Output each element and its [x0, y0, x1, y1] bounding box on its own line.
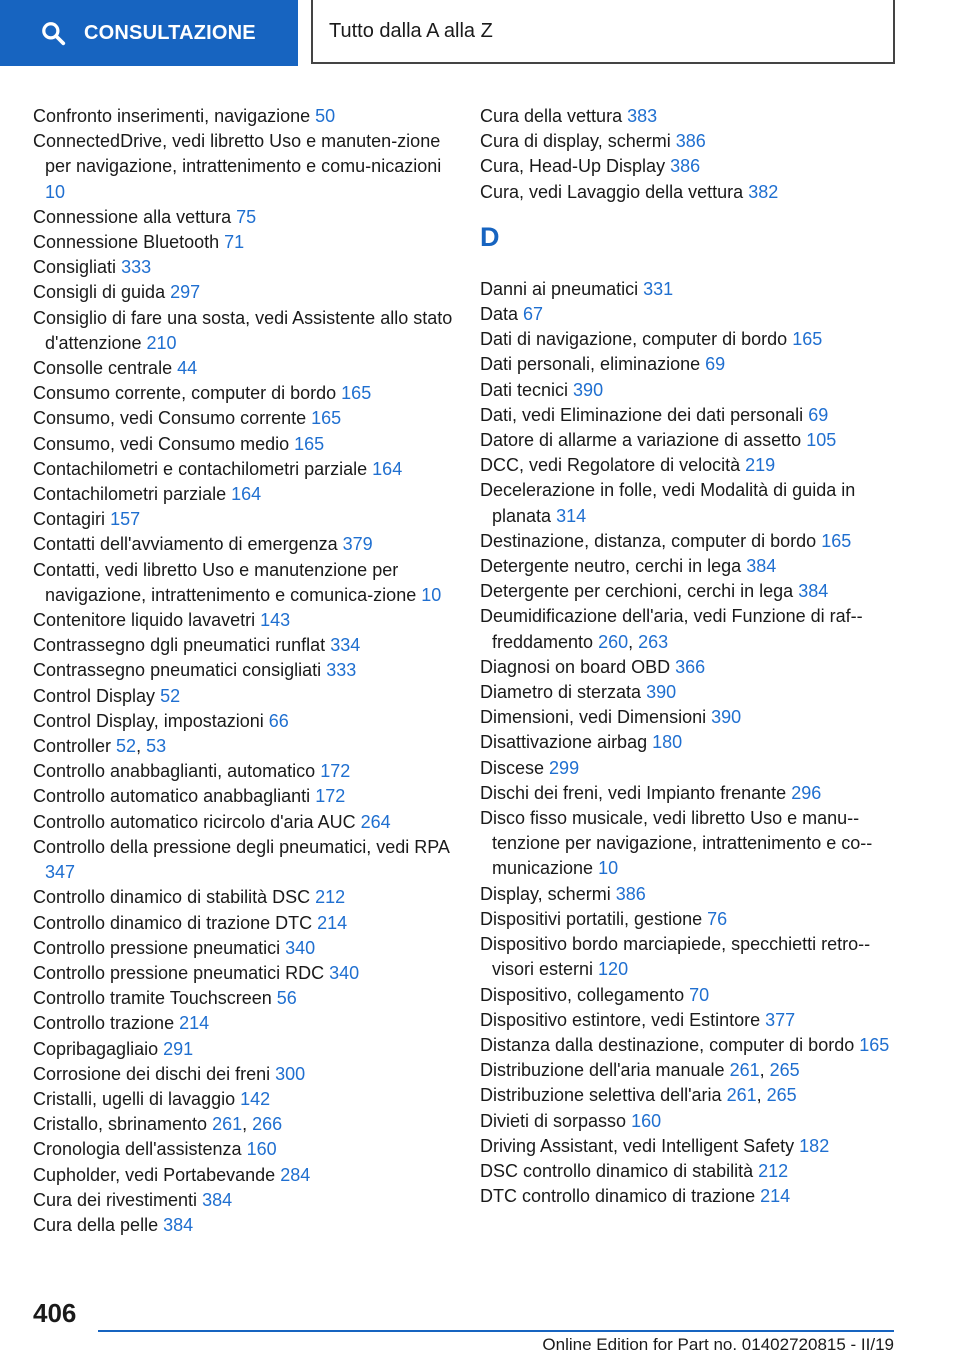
index-entry-text: Cura della pelle: [33, 1214, 159, 1235]
index-entry-text: Controllo trazione: [33, 1013, 175, 1034]
index-entry-text: Decelerazione in folle, vedi Modalità di guida in planata: [480, 480, 856, 526]
index-entry-text: Cupholder, vedi Portabevande: [33, 1164, 276, 1185]
index-entry-text: Controllo anabbaglianti, automatico: [33, 761, 316, 782]
index-entry-text: Cronologia dell'assistenza: [33, 1139, 242, 1160]
index-entry: [480, 579, 900, 604]
page-link[interactable]: 214: [317, 912, 348, 933]
index-entry-text: Dati tecnici: [480, 379, 569, 400]
index-entry: [33, 205, 453, 230]
page-link[interactable]: 76: [707, 908, 728, 929]
index-entry-text: Consigli di guida: [33, 282, 166, 303]
index-entry: [33, 1137, 453, 1162]
index-entry: Distribuzione dell'aria manuale 261, 265: [480, 1060, 800, 1081]
index-entry-text: Distribuzione selettiva dell'aria: [480, 1085, 722, 1106]
index-entry-text: Data: [480, 304, 519, 325]
index-entry: [33, 482, 453, 507]
page-link[interactable]: 75: [236, 206, 257, 227]
index-entry-text: Controllo dinamico di stabilità DSC: [33, 887, 311, 908]
index-entry-text: Consumo, vedi Consumo corrente: [33, 408, 307, 429]
index-entry-text: Datore di allarme a variazione di assetto: [480, 430, 802, 451]
index-entry-text: Copribagagliaio: [33, 1038, 159, 1059]
index-entry-text: Control Display, impostazioni: [33, 710, 264, 731]
index-entry: [480, 781, 900, 806]
index-entry-text: DCC, vedi Regolatore di velocità: [480, 455, 741, 476]
page-link[interactable]: 165: [792, 329, 823, 350]
index-entry: [33, 356, 453, 381]
index-entry-text: Driving Assistant, vedi Intelligent Safety: [480, 1135, 795, 1156]
consultazione-tab[interactable]: [0, 0, 298, 66]
index-entry-text: Cura, Head-Up Display: [480, 156, 666, 177]
page-link[interactable]: 291: [163, 1038, 194, 1059]
index-entry: [33, 835, 453, 885]
index-entry: [33, 432, 453, 457]
page-link[interactable]: 263: [638, 631, 669, 652]
index-entry-text: Dati di navigazione, computer di bordo: [480, 329, 788, 350]
index-entry-text: Controllo pressione pneumatici RDC: [33, 962, 325, 983]
index-entry-text: Disco fisso musicale, vedi libretto Uso e manu-tenzione per navigazione, intrattenimento e co-municazione: [480, 808, 873, 879]
page-link[interactable]: 10: [45, 181, 66, 202]
page-link[interactable]: 214: [760, 1186, 791, 1207]
index-entry: [480, 403, 900, 428]
index-entry-text: Dispositivo estintore, vedi Estintore: [480, 1009, 761, 1030]
page-link[interactable]: 386: [670, 156, 701, 177]
index-entry-text: Controllo automatico anabbaglianti: [33, 786, 311, 807]
page-link[interactable]: 333: [326, 660, 357, 681]
page-link[interactable]: 384: [798, 581, 829, 602]
page-number: 406: [33, 1298, 77, 1328]
index-entry: [33, 658, 453, 683]
index-entry-text: Cura dei rivestimenti: [33, 1189, 198, 1210]
index-entry-text: Discese: [480, 757, 545, 778]
index-entry: [33, 936, 453, 961]
page-link[interactable]: 314: [556, 505, 587, 526]
index-entry: [480, 129, 900, 154]
index-entry-text: Diagnosi on board OBD: [480, 656, 671, 677]
page-link[interactable]: 172: [315, 786, 346, 807]
page-link[interactable]: 165: [859, 1034, 890, 1055]
page-link[interactable]: 165: [311, 408, 342, 429]
index-entry-text: DTC controllo dinamico di trazione: [480, 1186, 756, 1207]
page-link[interactable]: 390: [573, 379, 604, 400]
index-entry: Cristallo, sbrinamento 261, 266: [33, 1114, 283, 1135]
index-entry-text: Controller: [33, 736, 112, 757]
page-link[interactable]: 71: [224, 232, 245, 253]
index-entry-text: Divieti di sorpasso: [480, 1110, 627, 1131]
index-entry: [33, 129, 453, 205]
index-entry-text: Disattivazione airbag: [480, 732, 648, 753]
page-link[interactable]: 266: [252, 1114, 283, 1135]
page-link[interactable]: 50: [315, 106, 336, 126]
page-link[interactable]: 182: [799, 1135, 830, 1156]
header: [0, 0, 960, 66]
page-link[interactable]: 160: [246, 1139, 277, 1160]
index-column-left: [33, 104, 453, 1238]
index-entry-text: Danni ai pneumatici: [480, 278, 639, 299]
page-link[interactable]: 165: [294, 433, 325, 454]
page-link[interactable]: 331: [643, 278, 674, 299]
index-entry: [480, 352, 900, 377]
index-entry: [33, 406, 453, 431]
page-link[interactable]: 10: [421, 584, 442, 605]
index-entry-text: Distanza dalla destinazione, computer di bordo: [480, 1034, 855, 1055]
index-entry: [33, 911, 453, 936]
index-entry: [33, 759, 453, 784]
index-entry-text: Controllo tramite Touchscreen: [33, 988, 272, 1009]
page-link[interactable]: 296: [791, 782, 822, 803]
page-link[interactable]: 165: [821, 530, 852, 551]
page-link[interactable]: 212: [315, 887, 346, 908]
page-link[interactable]: 210: [146, 332, 177, 353]
page-link[interactable]: 284: [280, 1164, 311, 1185]
index-entry: [33, 1062, 453, 1087]
page-link[interactable]: 261: [212, 1114, 243, 1135]
index-entry: [33, 810, 453, 835]
page-link[interactable]: 52: [160, 685, 181, 706]
index-entry: [480, 655, 900, 680]
index-entry: [480, 453, 900, 478]
page-link[interactable]: 165: [341, 383, 372, 404]
index-entry-text: Contatti dell'avviamento di emergenza: [33, 534, 338, 555]
index-entry-text: Dispositivo, collegamento: [480, 984, 685, 1005]
index-entry: [480, 1184, 900, 1209]
index-entry-text: Deumidificazione dell'aria, vedi Funzione di raf-freddamento: [480, 606, 863, 652]
index-entry: [480, 554, 900, 579]
index-entry: [33, 608, 453, 633]
index-entry-text: Contachilometri parziale: [33, 484, 227, 505]
index-entry: [480, 907, 900, 932]
index-entry: [33, 230, 453, 255]
index-entry: [480, 983, 900, 1008]
page-link[interactable]: 66: [268, 710, 289, 731]
index-entry-text: Controllo dinamico di trazione DTC: [33, 912, 313, 933]
index-entry-text: Dispositivi portatili, gestione: [480, 908, 703, 929]
index-entry: [480, 104, 900, 129]
section-title: Tutto dalla A alla Z: [311, 0, 895, 64]
index-entry: [480, 378, 900, 403]
index-entry: [33, 104, 453, 129]
index-entry-text: Cura, vedi Lavaggio della vettura: [480, 181, 744, 202]
index-entry: [480, 1109, 900, 1134]
index-list-left: [33, 104, 453, 1238]
index-entry-text: Dimensioni, vedi Dimensioni: [480, 707, 707, 728]
page-link[interactable]: 340: [329, 962, 360, 983]
index-entry: [480, 1159, 900, 1184]
index-entry: [33, 684, 453, 709]
index-entry-text: Controllo della pressione degli pneumatici, vedi RPA: [33, 836, 449, 857]
page-link[interactable]: 347: [45, 862, 76, 883]
index-entry-text: Dati, vedi Eliminazione dei dati personali: [480, 404, 804, 425]
index-entry-text: Consolle centrale: [33, 358, 173, 379]
index-entry: [33, 885, 453, 910]
index-entry: [33, 709, 453, 734]
index-entry: [480, 882, 900, 907]
index-list-right-top: [480, 104, 900, 205]
page-link[interactable]: 53: [146, 736, 167, 757]
page-link[interactable]: 160: [631, 1110, 662, 1131]
index-entry: Deumidificazione dell'aria, vedi Funzione di raf-freddamento 260, 263: [480, 606, 863, 652]
page-link[interactable]: 340: [285, 937, 316, 958]
index-entry: [480, 478, 900, 528]
footer-divider: [98, 1330, 894, 1332]
index-entry-text: Connessione alla vettura: [33, 206, 232, 227]
page-link[interactable]: 44: [177, 358, 198, 379]
page-link[interactable]: 390: [646, 682, 677, 703]
page-link[interactable]: 384: [163, 1214, 194, 1235]
page-link[interactable]: 382: [748, 181, 779, 202]
index-entry: [480, 302, 900, 327]
page-link[interactable]: 69: [808, 404, 829, 425]
index-entry-text: Corrosione dei dischi dei freni: [33, 1063, 271, 1084]
index-entry: [480, 756, 900, 781]
index-entry-text: Contrassegno pneumatici consigliati: [33, 660, 322, 681]
page-link[interactable]: 264: [360, 811, 391, 832]
index-entry: [480, 529, 900, 554]
index-entry-text: Cura della vettura: [480, 106, 623, 126]
tab-label: CONSULTAZIONE: [84, 21, 256, 44]
index-entry-text: Dati personali, eliminazione: [480, 354, 701, 375]
index-entry: Controller 52, 53: [33, 736, 167, 757]
index-entry-text: Consigliati: [33, 257, 117, 278]
index-entry: [480, 180, 900, 205]
page-link[interactable]: 70: [689, 984, 710, 1005]
index-entry: [480, 1008, 900, 1033]
index-entry: [480, 154, 900, 179]
index-entry-text: Detergente neutro, cerchi in lega: [480, 556, 742, 577]
index-entry-text: Diametro di sterzata: [480, 682, 642, 703]
page-link[interactable]: 157: [110, 509, 141, 530]
index-entry: [33, 306, 453, 356]
index-entry: Distribuzione selettiva dell'aria 261, 265: [480, 1085, 797, 1106]
index-entry-text: Connessione Bluetooth: [33, 232, 220, 253]
index-entry: [33, 961, 453, 986]
index-entry: [480, 277, 900, 302]
page-link[interactable]: 377: [765, 1009, 796, 1030]
index-entry: [33, 784, 453, 809]
page-link[interactable]: 300: [275, 1063, 306, 1084]
index-entry: [33, 1011, 453, 1036]
page-link[interactable]: 383: [627, 106, 658, 126]
index-entry: [480, 1134, 900, 1159]
index-entry-text: Contrassegno dgli pneumatici runflat: [33, 635, 326, 656]
index-entry-text: Controllo pressione pneumatici: [33, 937, 281, 958]
index-entry: [480, 680, 900, 705]
index-entry-text: Consumo, vedi Consumo medio: [33, 433, 290, 454]
page-link[interactable]: 261: [726, 1085, 757, 1106]
index-entry-text: Control Display: [33, 685, 156, 706]
index-entry: [33, 255, 453, 280]
index-entry-text: Contachilometri e contachilometri parziale: [33, 458, 368, 479]
edition-text: Online Edition for Part no. 01402720815 - II/19: [542, 1335, 894, 1354]
page-link[interactable]: 334: [330, 635, 361, 656]
index-entry: [480, 428, 900, 453]
page-link[interactable]: 56: [276, 988, 297, 1009]
index-entry-text: Dispositivo bordo marciapiede, specchietti retro-visori esterni: [480, 934, 871, 980]
page-link[interactable]: 212: [758, 1160, 789, 1181]
page-link[interactable]: 172: [320, 761, 351, 782]
index-entry: [480, 705, 900, 730]
index-entry: [33, 633, 453, 658]
page-link[interactable]: 390: [711, 707, 742, 728]
search-icon: [40, 20, 66, 46]
page-link[interactable]: 120: [598, 959, 629, 980]
index-entry-text: Contatti, vedi libretto Uso e manutenzione per navigazione, intrattenimento e comunica-zione: [33, 559, 417, 605]
index-entry: [480, 327, 900, 352]
page-link[interactable]: 297: [170, 282, 201, 303]
index-entry-text: Consiglio di fare una sosta, vedi Assistente allo stato d'attenzione: [33, 307, 453, 353]
page-link[interactable]: 214: [179, 1013, 210, 1034]
index-entry-text: Display, schermi: [480, 883, 611, 904]
page-link[interactable]: 164: [231, 484, 262, 505]
index-entry: [33, 1163, 453, 1188]
letter-heading-d: D: [480, 221, 500, 252]
page-link[interactable]: 299: [549, 757, 580, 778]
index-entry-text: Confronto inserimenti, navigazione: [33, 106, 311, 126]
index-entry: [33, 381, 453, 406]
index-entry: [480, 1033, 900, 1058]
index-entry-text: Controllo automatico ricircolo d'aria AUC: [33, 811, 356, 832]
index-entry-text: Cristalli, ugelli di lavaggio: [33, 1088, 236, 1109]
index-entry: [33, 986, 453, 1011]
index-entry: [33, 1213, 453, 1238]
index-entry: [480, 730, 900, 755]
index-entry: [33, 558, 453, 608]
index-entry: [33, 532, 453, 557]
index-entry: [480, 932, 900, 982]
index-column-right: [480, 104, 900, 1209]
index-entry-text: Consumo corrente, computer di bordo: [33, 383, 337, 404]
page-link[interactable]: 105: [806, 430, 837, 451]
index-entry-text: Detergente per cerchioni, cerchi in lega: [480, 581, 794, 602]
index-entry: [480, 806, 900, 882]
page-link[interactable]: 384: [202, 1189, 233, 1210]
index-entry-text: Dischi dei freni, vedi Impianto frenante: [480, 782, 787, 803]
page-link[interactable]: 10: [598, 858, 619, 879]
page-link[interactable]: 366: [675, 656, 706, 677]
page-link[interactable]: 67: [523, 304, 544, 325]
index-entry: [33, 507, 453, 532]
page-link[interactable]: 379: [342, 534, 373, 555]
index-entry-text: Distribuzione dell'aria manuale: [480, 1060, 725, 1081]
page-link[interactable]: 265: [769, 1060, 800, 1081]
page-link[interactable]: 52: [116, 736, 137, 757]
index-entry: [33, 1188, 453, 1213]
page-link[interactable]: 386: [675, 131, 706, 152]
index-entry: [33, 1087, 453, 1112]
page-link[interactable]: 219: [745, 455, 776, 476]
index-entry-text: DSC controllo dinamico di stabilità: [480, 1160, 754, 1181]
index-entry-text: Destinazione, distanza, computer di bordo: [480, 530, 817, 551]
page-link[interactable]: 265: [766, 1085, 797, 1106]
index-list-right-bottom: [480, 277, 900, 1210]
index-entry: [33, 457, 453, 482]
page-link[interactable]: 260: [598, 631, 629, 652]
index-entry-text: Contagiri: [33, 509, 106, 530]
page-link[interactable]: 386: [615, 883, 646, 904]
page-link[interactable]: 384: [746, 556, 777, 577]
index-entry: [33, 1037, 453, 1062]
page-link[interactable]: 142: [240, 1088, 271, 1109]
page-link[interactable]: 333: [121, 257, 152, 278]
page-link[interactable]: 180: [652, 732, 683, 753]
index-entry-text: Cura di display, schermi: [480, 131, 671, 152]
page-link[interactable]: 261: [729, 1060, 760, 1081]
index-entry-text: Cristallo, sbrinamento: [33, 1114, 208, 1135]
index-entry: [33, 280, 453, 305]
page-link[interactable]: 143: [260, 610, 291, 631]
page-link[interactable]: 69: [705, 354, 726, 375]
index-entry-text: Contenitore liquido lavavetri: [33, 610, 256, 631]
page-link[interactable]: 164: [372, 458, 403, 479]
index-entry-text: ConnectedDrive, vedi libretto Uso e manuten-zione per navigazione, intrattenimento e comu-nicazioni: [33, 131, 442, 177]
